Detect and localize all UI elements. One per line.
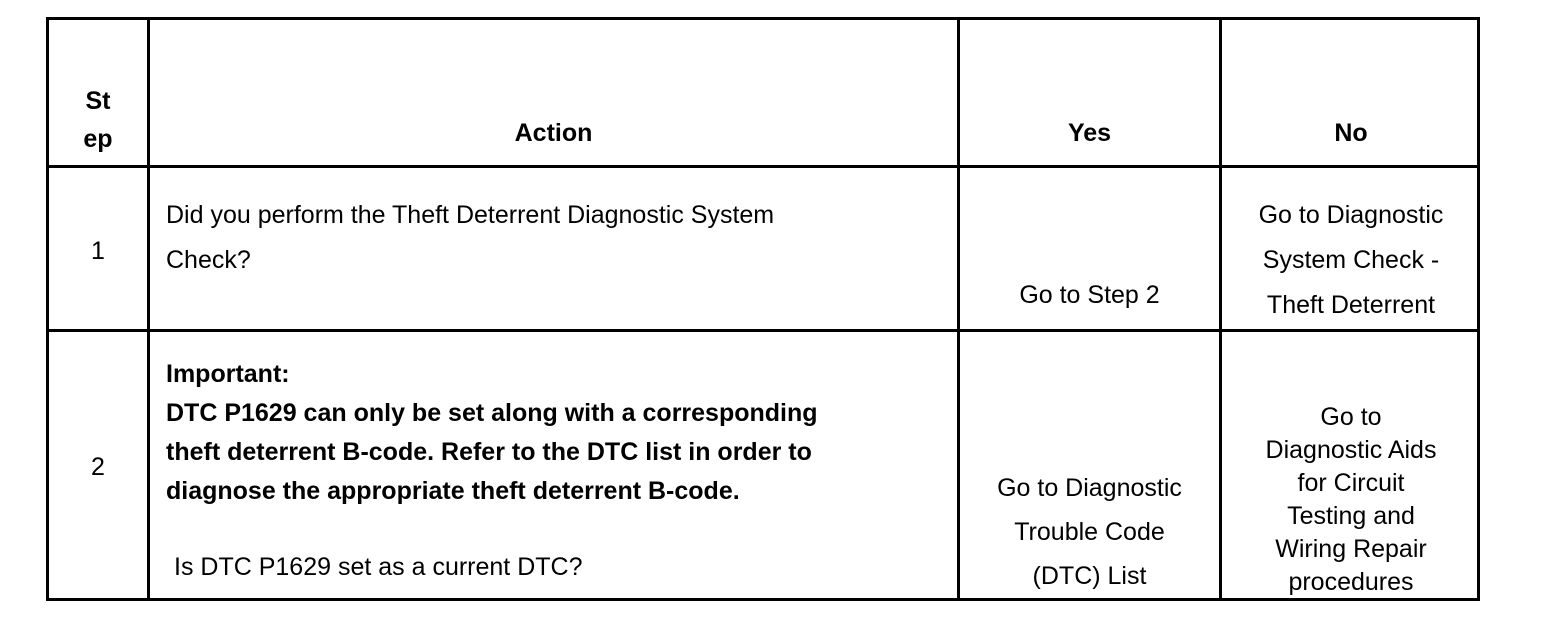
no-line: System Check -	[1262, 246, 1440, 274]
diagnostic-table	[46, 17, 1480, 601]
header-yes: Yes	[1067, 119, 1112, 147]
no-line: Diagnostic Aids	[1265, 436, 1437, 464]
row-1-no	[1222, 193, 1480, 328]
column-divider	[147, 20, 150, 598]
row-2-yes	[960, 466, 1219, 598]
yes-line: Go to Diagnostic	[997, 474, 1182, 502]
no-line: Theft Deterrent	[1266, 291, 1436, 319]
row-2-important-note	[166, 355, 818, 511]
header-step	[49, 82, 147, 158]
no-line: Go to Diagnostic	[1258, 201, 1444, 229]
row-divider	[49, 329, 1477, 332]
row-1-step: 1	[91, 237, 105, 265]
no-line: Testing and	[1287, 502, 1415, 530]
important-line: theft deterrent B-code. Refer to the DTC list in order to	[166, 438, 812, 466]
no-line: procedures	[1288, 568, 1414, 596]
yes-line: (DTC) List	[1032, 562, 1147, 590]
no-line: Wiring Repair	[1275, 535, 1427, 563]
header-step-line: ep	[83, 125, 113, 153]
action-line: Did you perform the Theft Deterrent Diagnostic System	[166, 201, 775, 229]
header-action: Action	[514, 119, 593, 147]
action-line: Check?	[166, 246, 251, 274]
important-line: DTC P1629 can only be set along with a corresponding	[166, 399, 818, 427]
row-2-no	[1222, 401, 1480, 599]
row-2-step: 2	[91, 453, 105, 481]
important-label: Important:	[166, 360, 290, 388]
no-line: for Circuit	[1297, 469, 1405, 497]
row-divider	[49, 165, 1477, 168]
yes-line: Trouble Code	[1014, 518, 1165, 546]
header-no: No	[1334, 119, 1368, 147]
no-line: Go to	[1320, 403, 1382, 431]
header-step-line: St	[85, 87, 111, 115]
row-1-action	[166, 193, 774, 283]
row-1-yes: Go to Step 2	[1019, 281, 1160, 309]
important-line: diagnose the appropriate theft deterrent B-code.	[166, 477, 740, 505]
row-2-question: Is DTC P1629 set as a current DTC?	[174, 553, 583, 581]
